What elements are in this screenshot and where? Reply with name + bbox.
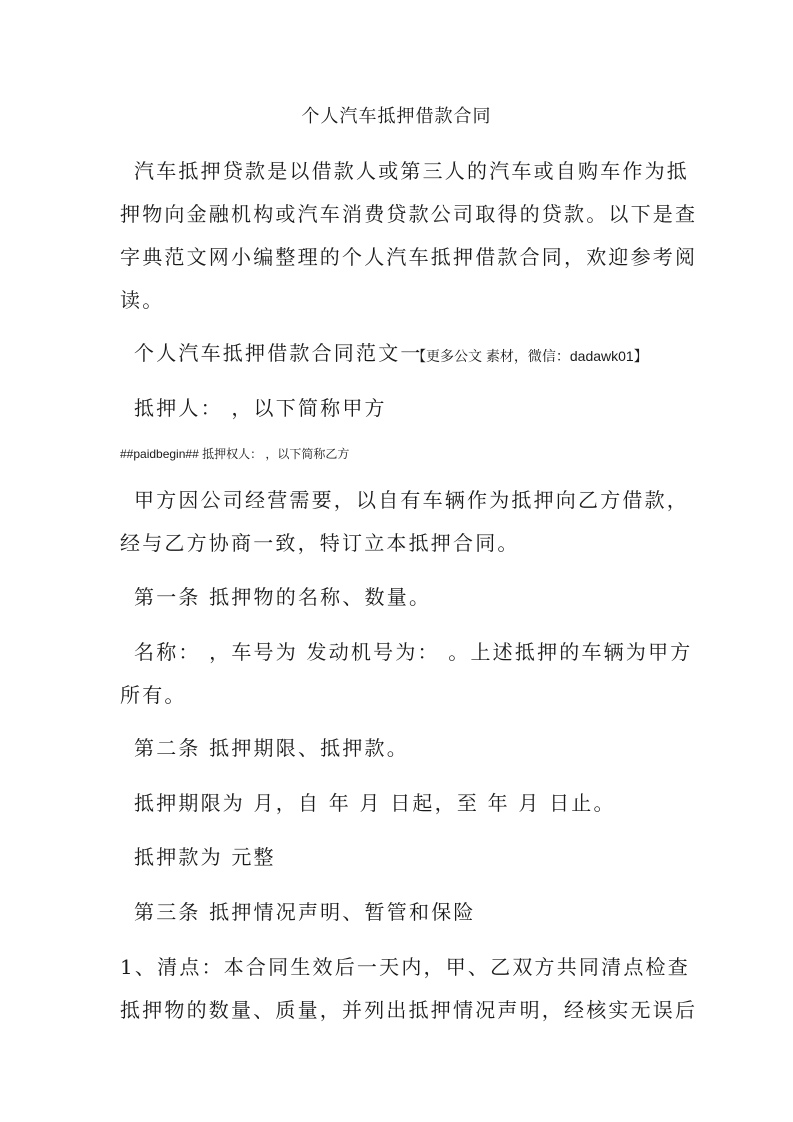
purpose-line-1: 甲方因公司经营需要，以自有车辆作为抵押向乙方借款， <box>134 488 689 512</box>
article2-title: 第二条 抵押期限、抵押款。 <box>134 736 409 760</box>
intro-line-1: 汽车抵押贷款是以借款人或第三人的汽车或自购车作为抵 <box>134 159 689 183</box>
article2-period: 抵押期限为 月，自 年 月 日起，至 年 月 日止。 <box>134 791 616 815</box>
mortgagee-line: ##paidbegin## 抵押权人： ，以下简称乙方 <box>120 447 350 461</box>
document-title: 个人汽车抵押借款合同 <box>301 106 492 127</box>
article3-title: 第三条 抵押情况声明、暂管和保险 <box>134 900 476 924</box>
article3-item1-line-1: 1、清点：本合同生效后一天内，甲、乙双方共同清点检查 <box>120 955 690 979</box>
section-heading: 个人汽车抵押借款合同范文一 <box>134 341 423 365</box>
intro-line-3: 字典范文网小编整理的个人汽车抵押借款合同，欢迎参考阅 <box>120 245 698 269</box>
mortgagor-line: 抵押人： ，以下简称甲方 <box>134 396 387 420</box>
intro-line-2: 押物向金融机构或汽车消费贷款公司取得的贷款。以下是查 <box>120 202 698 226</box>
article3-item1-line-2: 抵押物的数量、质量，并列出抵押情况声明，经核实无误后 <box>120 998 698 1022</box>
article1-title: 第一条 抵押物的名称、数量。 <box>134 585 432 609</box>
article1-line-2: 所有。 <box>120 683 187 707</box>
intro-line-4: 读。 <box>120 288 165 312</box>
article2-amount: 抵押款为 元整 <box>134 845 276 869</box>
purpose-line-2: 经与乙方协商一致，特订立本抵押合同。 <box>120 531 520 555</box>
article1-line-1: 名称： ，车号为 发动机号为： 。上述抵押的车辆为甲方 <box>134 640 693 664</box>
heading-note: 【更多公文 素材，微信：dadawk01】 <box>412 348 648 364</box>
